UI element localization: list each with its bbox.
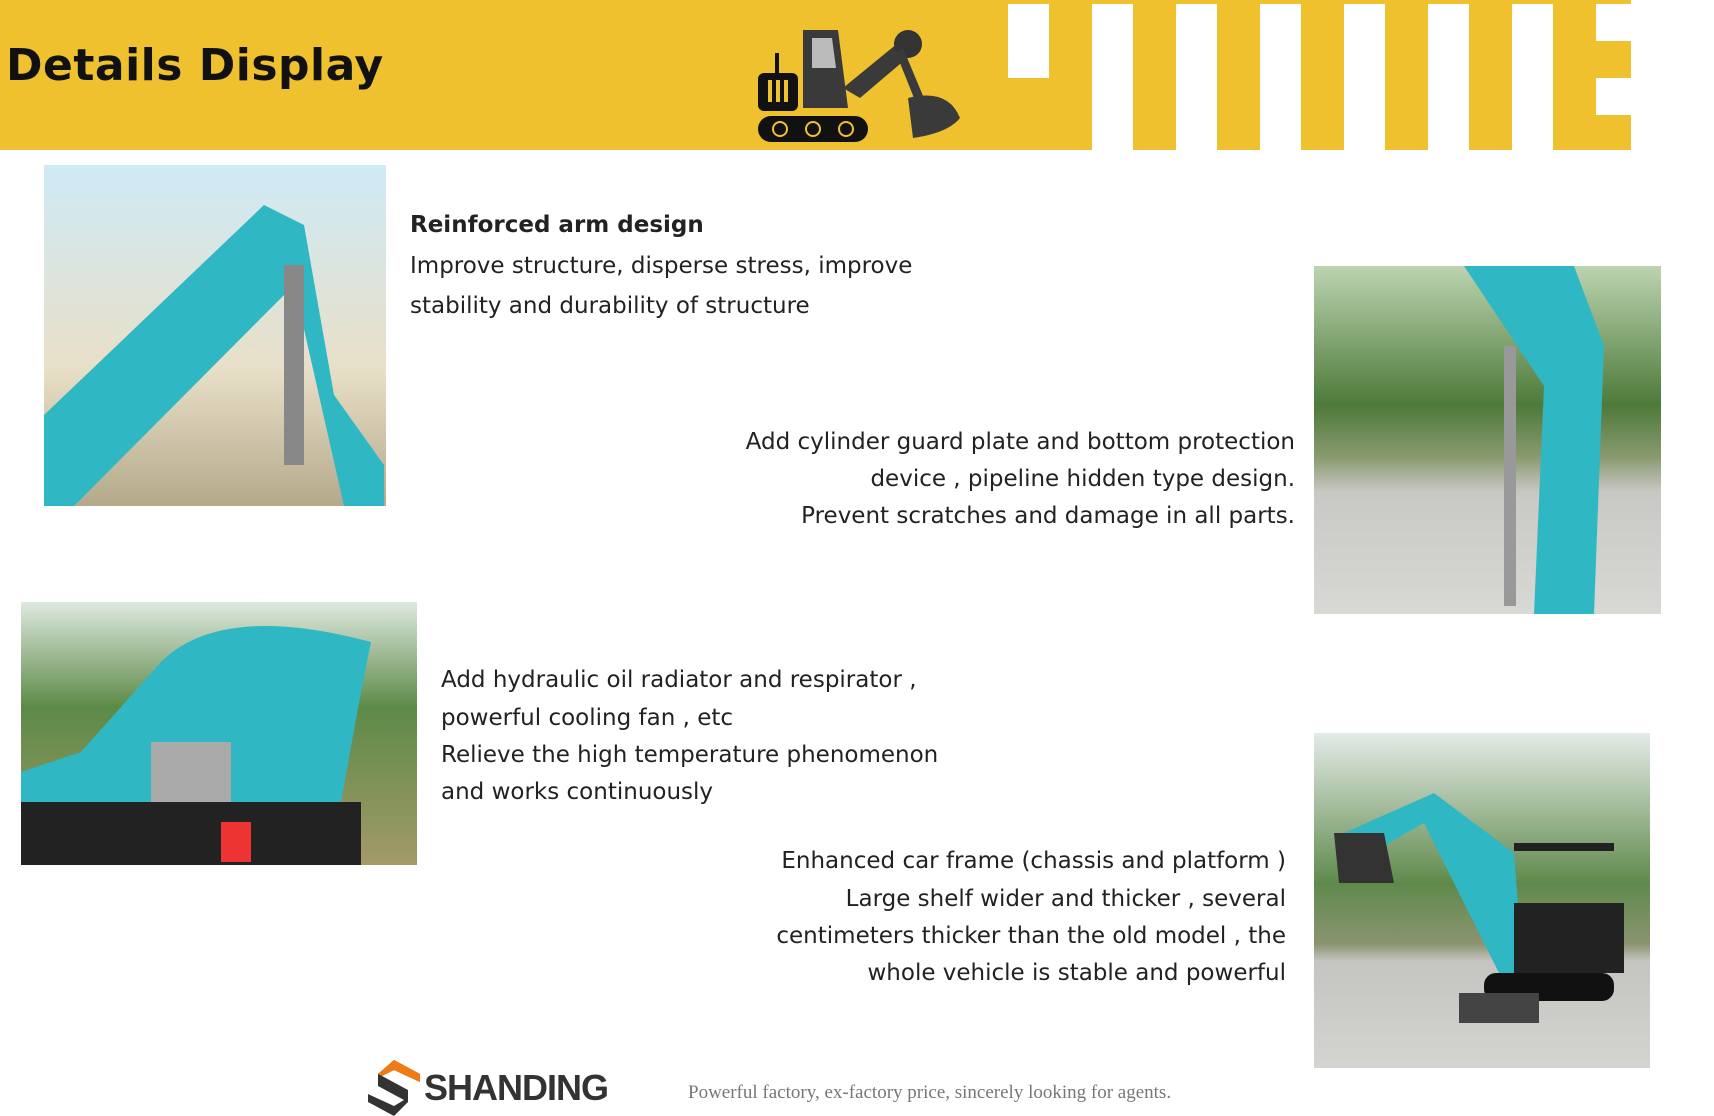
checker-square [1596, 78, 1631, 115]
checker-square [1092, 78, 1133, 115]
section-text: powerful cooling fan , etc [441, 705, 734, 731]
checker-square [1092, 115, 1133, 150]
section-text: Add cylinder guard plate and bottom protection [745, 429, 1295, 455]
section-text: and works continuously [441, 779, 714, 805]
checker-square [1344, 41, 1385, 78]
section-text: Add hydraulic oil radiator and respirator , [441, 667, 917, 693]
checker-square [1092, 4, 1133, 41]
checker-square [1260, 41, 1301, 78]
checker-square [1008, 41, 1049, 78]
checker-square [1176, 115, 1217, 150]
logo-icon [368, 1060, 420, 1116]
checker-square [1176, 78, 1217, 115]
checker-square [1344, 115, 1385, 150]
section-text: Relieve the high temperature phenomenon [441, 742, 939, 768]
radiator-photo [21, 602, 417, 865]
section-text: whole vehicle is stable and powerful [867, 960, 1286, 986]
checker-square [1428, 115, 1469, 150]
section-title: Reinforced arm design [410, 212, 704, 238]
section-text: Enhanced car frame (chassis and platform ) [781, 848, 1286, 874]
checker-square [1260, 115, 1301, 150]
section-text: Improve structure, disperse stress, improve [410, 253, 913, 279]
checker-square [1344, 4, 1385, 41]
checker-square [1512, 4, 1553, 41]
checker-square [1512, 78, 1553, 115]
checker-square [1008, 4, 1049, 41]
checker-square [1176, 41, 1217, 78]
checker-square [1176, 4, 1217, 41]
checker-square [1092, 41, 1133, 78]
checker-square [1512, 115, 1553, 150]
checker-square [1260, 78, 1301, 115]
arm-photo [44, 165, 386, 506]
frame-photo [1314, 733, 1650, 1068]
section-text: centimeters thicker than the old model , the [776, 923, 1286, 949]
checker-square [1512, 41, 1553, 78]
section-text: Large shelf wider and thicker , several [845, 886, 1286, 912]
section-text: device , pipeline hidden type design. [870, 466, 1295, 492]
checker-square [1428, 41, 1469, 78]
section-text: Prevent scratches and damage in all parts. [801, 503, 1295, 529]
section-text: stability and durability of structure [410, 293, 810, 319]
page-title: Details Display [6, 40, 384, 91]
header-banner [0, 0, 1631, 150]
brand-name: SHANDING [424, 1067, 609, 1108]
checker-square [1428, 4, 1469, 41]
checker-square [1344, 78, 1385, 115]
checker-square [1596, 4, 1631, 41]
checker-square [1428, 78, 1469, 115]
excavator-icon [748, 18, 978, 143]
slogan: Powerful factory, ex-factory price, sincerely looking for agents. [688, 1082, 1172, 1103]
brand-logo [368, 1060, 608, 1116]
cylinder-photo [1314, 266, 1661, 614]
checker-square [1260, 4, 1301, 41]
